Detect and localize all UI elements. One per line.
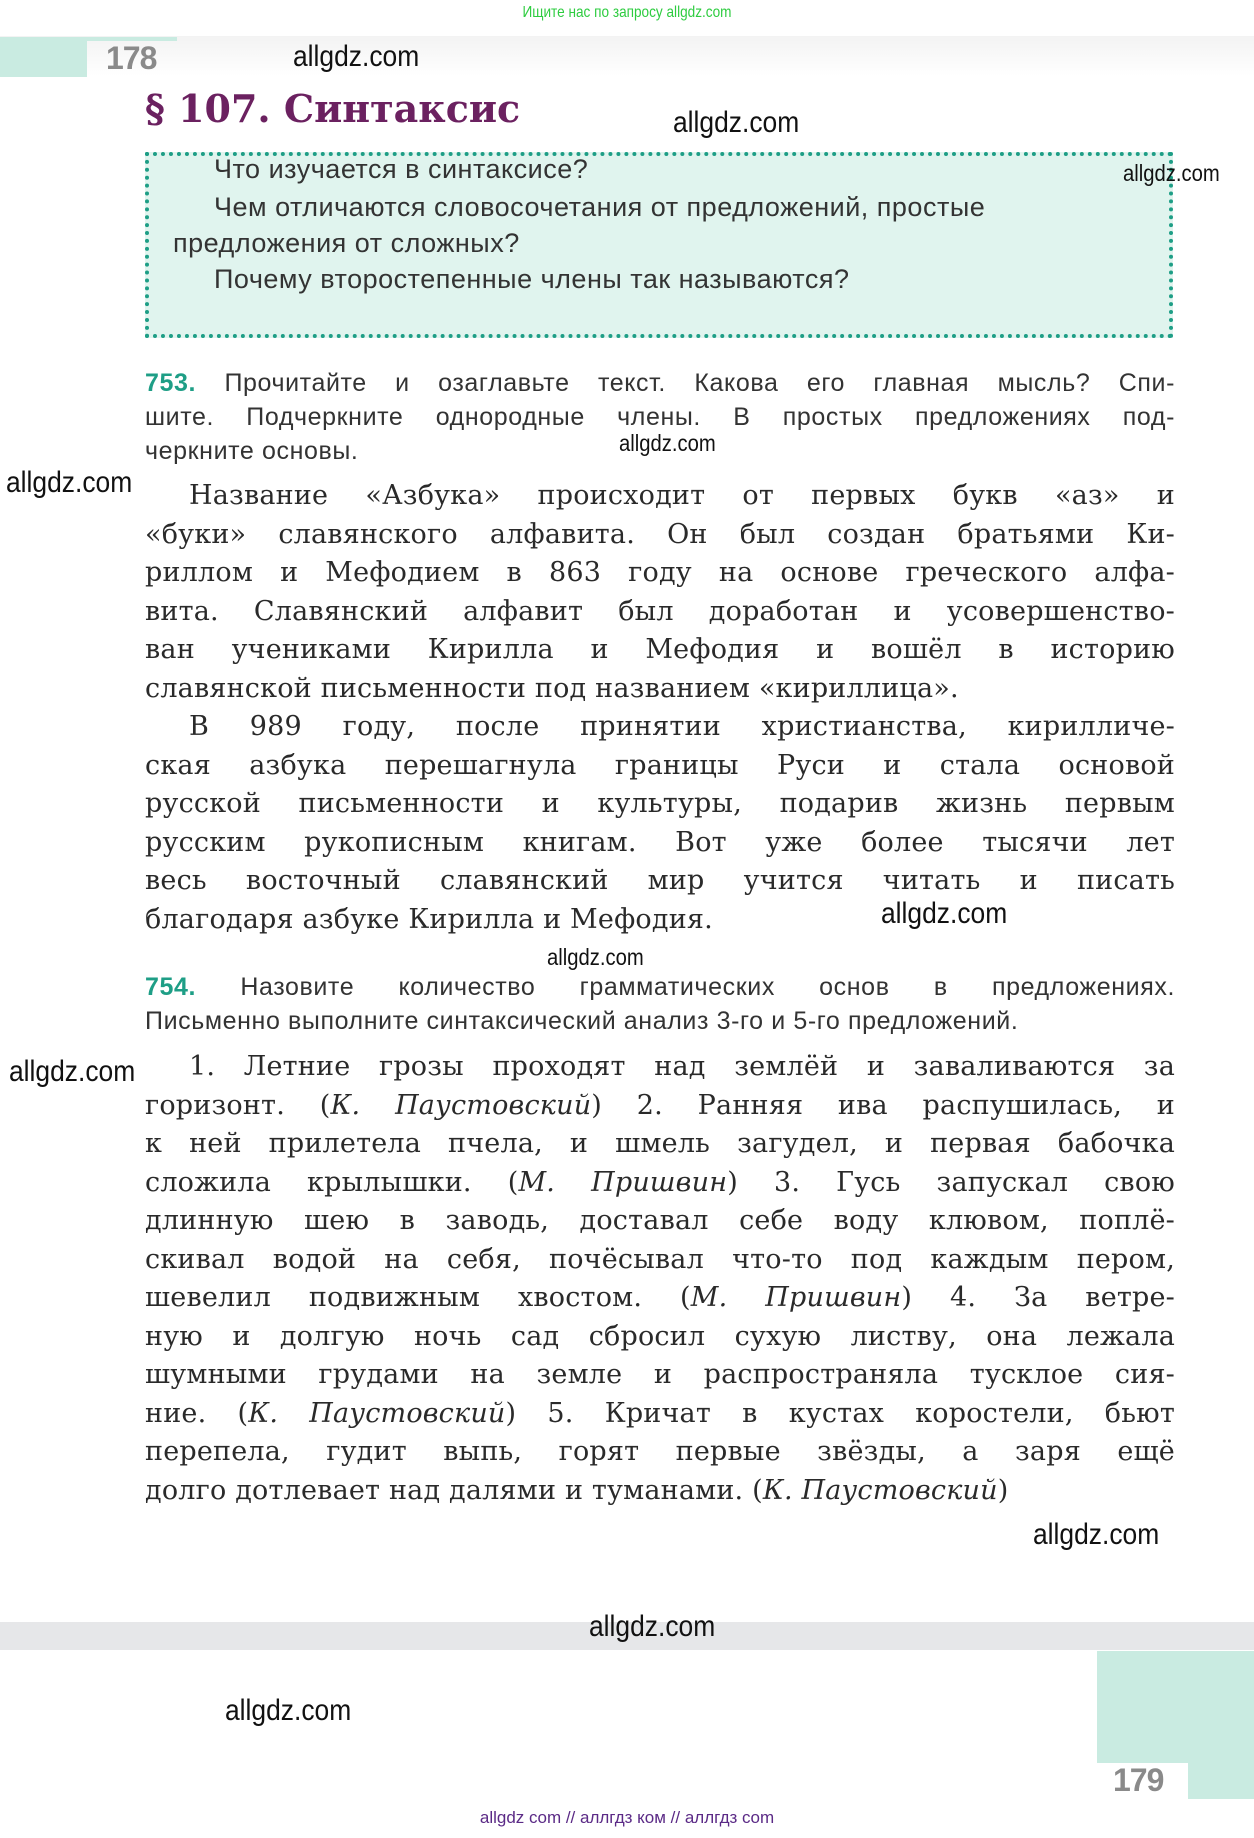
text-line <box>145 1048 1175 1087</box>
question-2: Чем отличаются словосочетания от предложений, простые <box>214 192 986 222</box>
text-line <box>145 1279 1175 1318</box>
text-segment: ) 2. Ранняя ива распушилась, и <box>591 1089 1176 1121</box>
text-line <box>145 1202 1175 1241</box>
text-line: В 989 году, после принятии христианства, кирилличе- <box>189 711 1175 742</box>
text-line <box>145 1395 1175 1434</box>
watermark: allgdz.com <box>1033 1518 1160 1551</box>
questions-box <box>145 152 1173 338</box>
page-179 <box>0 1650 1254 1800</box>
exercise-number-753: 753. <box>145 369 197 397</box>
exercise-754-text <box>145 1048 1175 1510</box>
exercise-number-754: 754. <box>145 973 197 1001</box>
watermark: allgdz.com <box>225 1694 352 1727</box>
watermark: allgdz.com <box>673 106 800 139</box>
task-line: Назовите количество грамматических основ в предложениях. <box>240 973 1176 1001</box>
text-line <box>145 1087 1175 1126</box>
top-banner: Ищите нас по запросу allgdz.com <box>522 4 732 21</box>
text-segment: ние. ( <box>145 1397 249 1429</box>
text-line <box>145 1318 1175 1357</box>
text-segment: горизонт. ( <box>145 1089 331 1121</box>
text-line: «буки» славянского алфавита. Он был создан братьями Ки- <box>145 518 1175 550</box>
author-name: М. Пришвин <box>518 1166 728 1198</box>
page-number-left: 178 <box>106 40 157 76</box>
text-segment: сложила крылышки. ( <box>145 1166 519 1198</box>
text-segment: шумными грудами на земле и распространяла тусклое сия- <box>145 1359 1175 1390</box>
page-tab-179 <box>1097 1651 1254 1763</box>
text-line <box>145 1125 1175 1164</box>
text-segment: ) 5. Кричат в кустах коростели, бьют <box>505 1397 1175 1429</box>
text-segment: 1. Летние грозы проходят над землёй и заваливаются за <box>189 1051 1175 1082</box>
question-2-cont: предложения от сложных? <box>173 228 520 258</box>
page-tab-178 <box>0 37 87 77</box>
text-segment: скивал водой на себя, почёсывал что-то под каждым пером, <box>145 1243 1175 1275</box>
text-line <box>145 1356 1175 1395</box>
text-line: Название «Азбука» происходит от первых букв «аз» и <box>189 480 1175 511</box>
watermark: allgdz.com <box>1123 160 1220 186</box>
text-line: русским рукописным книгам. Вот уже более тысячи лет <box>145 826 1175 858</box>
page-tab-179-lower <box>1188 1763 1254 1799</box>
text-line <box>145 1472 1175 1511</box>
task-line: Письменно выполните синтаксический анализ 3-го и 5-го предложений. <box>145 1007 1019 1035</box>
task-line: Прочитайте и озаглавьте текст. Какова его главная мысль? Спи- <box>224 369 1175 397</box>
author-name: К. Паустовский <box>248 1397 506 1429</box>
watermark: allgdz.com <box>9 1055 136 1088</box>
author-name: К. Паустовский <box>762 1474 998 1506</box>
text-segment: длинную шею в заводь, доставал себе воду клювом, поплё- <box>145 1205 1175 1236</box>
watermark: allgdz.com <box>293 40 420 73</box>
text-line <box>145 1433 1175 1472</box>
text-line: ская азбука перешагнула границы Руси и стала основой <box>145 749 1175 781</box>
task-line: шите. Подчеркните однородные члены. В простых предложениях под- <box>145 403 1175 431</box>
text-segment: шевелил подвижным хвостом. ( <box>145 1282 691 1313</box>
text-segment: ) 3. Гусь запускал свою <box>727 1166 1175 1198</box>
author-name: М. Пришвин <box>690 1282 902 1313</box>
text-segment: ) <box>997 1474 1009 1506</box>
text-line: риллом и Мефодием в 863 году на основе греческого алфа- <box>145 557 1175 588</box>
exercise-754-task <box>145 970 1175 1038</box>
task-line: черкните основы. <box>145 437 359 465</box>
author-name: К. Паустовский <box>330 1089 592 1121</box>
text-segment: долго дотлевает над далями и туманами. ( <box>145 1474 763 1506</box>
text-line: славянской письменности под названием «кириллица». <box>145 672 959 704</box>
page-top-shade <box>0 36 1254 76</box>
text-line: ван учениками Кирилла и Мефодия и вошёл в историю <box>145 634 1175 665</box>
section-heading: § 107. Синтаксис <box>145 86 521 131</box>
question-3: Почему второстепенные члены так называются? <box>214 264 850 294</box>
text-line <box>145 1241 1175 1280</box>
watermark: allgdz.com <box>6 466 133 499</box>
footer-links: allgdz com // аллгдз ком // аллгдз com <box>479 1808 775 1827</box>
text-segment: ную и долгую ночь сад сбросил сухую листву, она лежала <box>145 1320 1175 1352</box>
exercise-753-text <box>145 477 1175 939</box>
text-segment: к ней прилетела пчела, и шмель загудел, и первая бабочка <box>145 1128 1175 1159</box>
question-1: Что изучается в синтаксисе? <box>214 154 589 184</box>
text-segment: перепела, гудит выпь, горят первые звёзды, а заря ещё <box>145 1436 1175 1467</box>
watermark: allgdz.com <box>547 944 644 970</box>
text-line: весь восточный славянский мир учится читать и писать <box>145 865 1175 896</box>
text-segment: ) 4. За ветре- <box>901 1282 1176 1313</box>
page-number-right: 179 <box>1113 1762 1164 1798</box>
watermark: allgdz.com <box>589 1610 716 1643</box>
watermark: allgdz.com <box>619 430 716 456</box>
text-line: русской письменности и культуры, подарив жизнь первым <box>145 788 1175 819</box>
text-line: вита. Славянский алфавит был доработан и усовершенство- <box>145 595 1175 627</box>
text-line: благодаря азбуке Кирилла и Мефодия. <box>145 903 713 935</box>
text-line <box>145 1164 1175 1203</box>
watermark: allgdz.com <box>881 897 1008 930</box>
